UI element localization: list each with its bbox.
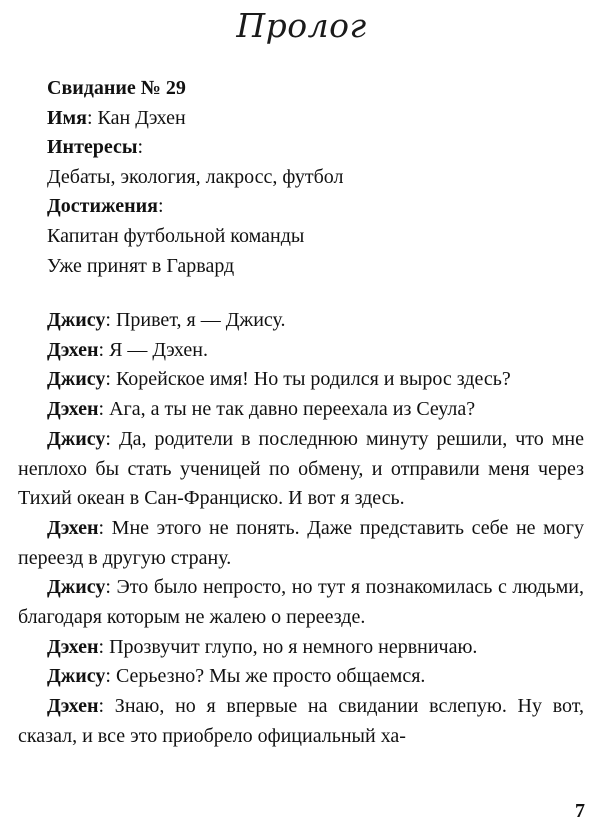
- date-profile: [47, 74, 577, 281]
- achievements-label: Достижения: [47, 195, 158, 218]
- speech-text: : Прозвучит глупо, но я немного нервничаю.: [98, 635, 478, 658]
- interests-value: Дебаты, экология, лакросс, футбол: [47, 165, 344, 188]
- speech-text: : Серьезно? Мы же просто общаемся.: [105, 665, 426, 688]
- speech-text: : Мне этого не понять. Даже представить себе не могу переезд в другую страну.: [18, 516, 584, 569]
- interests-heading: [47, 133, 577, 163]
- speaker-name: Дэхен: [47, 516, 99, 539]
- speaker-name: Джису: [47, 368, 106, 391]
- speech-text: : Это было непросто, но тут я познакомилась с людьми, благодаря которым не жалею о переезде.: [18, 576, 584, 629]
- name-value: : Кан Дэхен: [87, 106, 186, 129]
- dialogue-line: [18, 514, 584, 573]
- speech-text: : Да, родители в последнюю минуту решили, что мне неплохо бы стать ученицей по обмену, и отправили меня через Тихий океан в Сан-Франциско. И вот я здесь.: [18, 427, 584, 510]
- page-number: 7: [575, 800, 585, 822]
- speaker-name: Дэхен: [47, 338, 99, 361]
- achievements-colon: :: [157, 195, 164, 218]
- speaker-name: Дэхен: [47, 398, 99, 421]
- date-number: Свидание № 29: [47, 77, 186, 99]
- interests-colon: :: [137, 136, 144, 159]
- dialogue-line: [18, 692, 584, 751]
- dialogue-line: [18, 306, 584, 336]
- achievement-item: Капитан футбольной команды: [47, 224, 305, 247]
- speech-text: : Корейское имя! Но ты родился и вырос здесь?: [105, 368, 511, 391]
- name-line: [47, 104, 577, 134]
- dialogue-line: [18, 662, 584, 692]
- name-label: Имя: [47, 106, 87, 129]
- speech-text: : Знаю, но я впервые на свидании вслепую. Ну вот, сказал, и все это приобрело официальный ха-: [18, 695, 584, 747]
- speaker-name: Джису: [47, 309, 106, 331]
- speaker-name: Джису: [47, 576, 106, 599]
- speech-text: : Привет, я — Джису.: [105, 309, 286, 331]
- speech-text: : Ага, а ты не так давно переехала из Сеула?: [98, 398, 476, 421]
- dialogue-line: [18, 573, 584, 632]
- dialogue-line: [18, 365, 584, 395]
- speaker-name: Джису: [47, 665, 106, 688]
- achievements-heading: [47, 192, 577, 222]
- dialogue-line: [18, 395, 584, 425]
- speaker-name: Дэхен: [47, 635, 99, 658]
- dialogue-line: [18, 425, 584, 514]
- speaker-name: Джису: [47, 427, 106, 450]
- chapter-title: Пролог: [236, 6, 367, 45]
- dialogue-line: [18, 336, 584, 366]
- speaker-name: Дэхен: [47, 695, 99, 718]
- achievement-item: Уже принят в Гарвард: [47, 254, 235, 277]
- speech-text: : Я — Дэхен.: [98, 338, 208, 361]
- dialogue: [18, 306, 584, 752]
- interests-label: Интересы: [47, 136, 138, 159]
- dialogue-line: [18, 633, 584, 663]
